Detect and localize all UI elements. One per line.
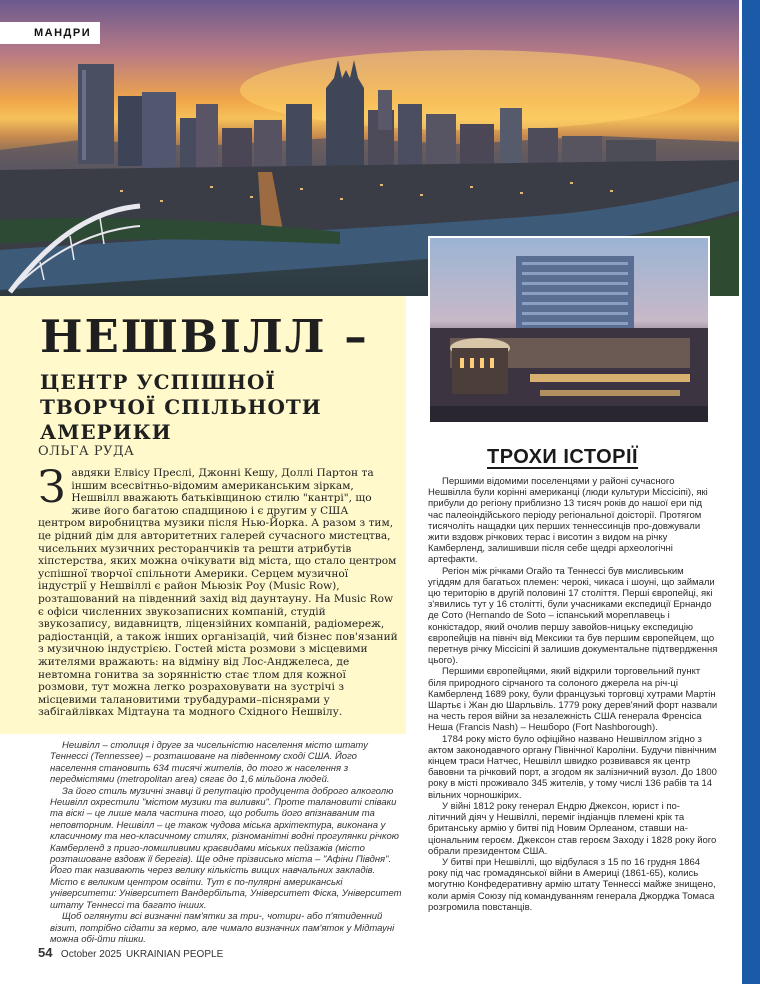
intro-column xyxy=(50,740,404,945)
intro-paragraph: Нешвілл – столиця і друге за чисельністю населення місто штату Теннессі (Tennessee) – розташоване на південному сході США. Його населення становить 634 тисячі жителів, до того ж населення з передмістями (metropolitan area) сягає до 1,6 мільйона людей. xyxy=(50,740,368,786)
magazine-name: UKRAINIAN PEOPLE xyxy=(125,949,224,960)
hotel-inset-photo xyxy=(428,236,710,424)
lead-text: авдяки Елвісу Преслі, Джонні Кешу, Доллі Партон та іншим всесвітньо-відомим американським зіркам, Нешвілл вважають батьківщиною стилю "кантрі", що живе його багатою спадщиною і є другим у США центром виробництва музики після Нью-Йорка. А разом з тим, це рідний дім для авторитетних галерей сучасного мистецтва, чисельних музичних ресторанчиків та решти атрибутів хіпстерства, яких можна очікувати від міста, що стало центром успішної творчої спільноти Америки. Серцем музичної індустрії у Нешвіллі є район Мьюзік Роу (Music Row), розташований на південний захід від даунтауну. На Music Row є офіси численних звукозаписних компаній, студій звукозапису, видавництв, ліцензійних компаній, радіомереж, радіостанцій, а також інших організацій, чий бізнес пов'язаний з музичною індустрією. Гостей міста розмови з місцевими жителями вражають: на відміну від Лос-Анджелеса, де невтомна гонитва за зорянністю стає тлом для кожної розмови, тут можна легко розраховувати на зустрічі з місцевими талановитими трубадурами–піснярами у забігайлівках Мідтауна та модного Східного Нешвілу. xyxy=(38,467,398,719)
article-lead xyxy=(38,462,398,719)
article-subtitle: ЦЕНТР УСПІШНОЇ ТВОРЧОЇ СПІЛЬНОТИ АМЕРИКИ xyxy=(40,370,322,444)
page-footer xyxy=(38,944,223,962)
hotel-illustration xyxy=(430,238,710,424)
history-paragraph: Першими відомими поселенцями у районі сучасного Нешвілла були корінні американці (люди культури Міссісіпі), які прибули до регіону приблизно 13 тисяч років до нашої ери під час палеоіндійського періоду регіональної доісторії. Протягом тисячоліть нащадки цих перших теннессинців про-довжували жити вздовж річкових терас і висотин з видом на річку Камберленд, залишивши після себе щедрі археологічні артефакти. xyxy=(428,476,708,566)
intro-paragraph: За його стиль музичні знавці й репутацію продуцента доброго алкоголю Нешвілл охрестили "містом музики та виливки". Проте талановиті співаки та віскі – це лише мала частина того, що робить його впізнаваним та неповторним. Нешвілл – це також чудова міська архітектура, виконана у класичному та нео-класичному стилях, різноманітні водні прогулянки річкою Камберленд з приго-ломшливими краєвидами міських пейзажів (місто розташоване вздовж її берегів). Ще одне прізвисько міста – "Афіни Півдня". Його так називають через велику кількість вищих навчальних закладів. Місто є великим центром освіти. Тут є по-пулярні американські університети: Університет Вандербільта, Університет Фіска, Університет штату Теннессі та багато інших. xyxy=(50,785,402,911)
history-paragraph: 1784 року місто було офіційно названо Нешвіллом згідно з актом законодавчого органу Північної Кароліни. Будучи північним кінцем траси Натчес, Нешвілл швидко розвивався як центр бавовни та річковий порт, а згодом як залізничний вузол. До 1800 року в місті проживало 345 жителів, у тому числі 136 рабів та 14 вільних чорношкірих. xyxy=(428,733,717,801)
issue-date: October 2025 xyxy=(60,949,122,960)
intro-paragraph: Щоб оглянути всі визначні пам'ятки за три-, чотири- або п'ятиденний візит, потрібно сідати за кермо, але чимало визначних пам'яток у Мідтауні можна обі-йти пішки. xyxy=(50,911,395,945)
history-heading: ТРОХИ ІСТОРІЇ xyxy=(487,446,639,468)
history-paragraph: Першими європейцями, який відкрили торговельний пункт біля природного сірчаного та солоного джерела на річ-ці Камберленд 1689 року, були французькі торговці хутрами Мартін Шартьє і Жан дю Шарльвіль. 1779 року дерев'яний форт назвали на честь героя війни за незалежність США генерала Френсіса Неша (Francis Nash) – Нешборо (Fort Nashborough). xyxy=(428,666,718,734)
lead-dropcap: З xyxy=(38,462,66,513)
history-paragraph: Регіон між річками Огайо та Теннессі був мисливським угіддям для багатьох племен: черокі, чикаса і шоуні, що займали цю територію в другій половині 17 століття. Перші європейці, які з'явились тут у 16 столітті, були учасниками експедиції Ернандо де Сото (Hernando de Soto – іспанський мореплавець і конкістадор, який очолив першу завойов-ницьку експедицію європейців на північ від Мексики та був першим європейцем, що перетнув річку Міссісіпі й залишив документальне підтвердження цього). xyxy=(428,565,718,667)
article-author: ОЛЬГА РУДА xyxy=(38,444,135,459)
history-paragraph: У битві при Нешвіллі, що відбулася з 15 по 16 грудня 1864 року під час громадянської війни в Америці (1861-65), колись могутню Конфедеративну армію штату Теннессі майже знищено, коли армія Союзу під командуванням генерала Джорджа Томаса розгромила повстанців. xyxy=(428,856,716,913)
article-title: НЕШВІЛЛ – xyxy=(40,310,369,363)
section-tag: МАНДРИ xyxy=(0,22,100,44)
history-column xyxy=(428,476,718,913)
edge-blue-strip xyxy=(742,0,760,984)
history-paragraph: У війні 1812 року генерал Ендрю Джексон, юрист і по-літичний діяч у Нешвіллі, переміг індіанців племені крік та британську армію у битві під Новим Орлеаном, ставши на-ціональним героєм. Джексон став героєм Заходу і 1828 року його обрали президентом США. xyxy=(428,800,717,857)
page-number: 54 xyxy=(38,945,53,960)
